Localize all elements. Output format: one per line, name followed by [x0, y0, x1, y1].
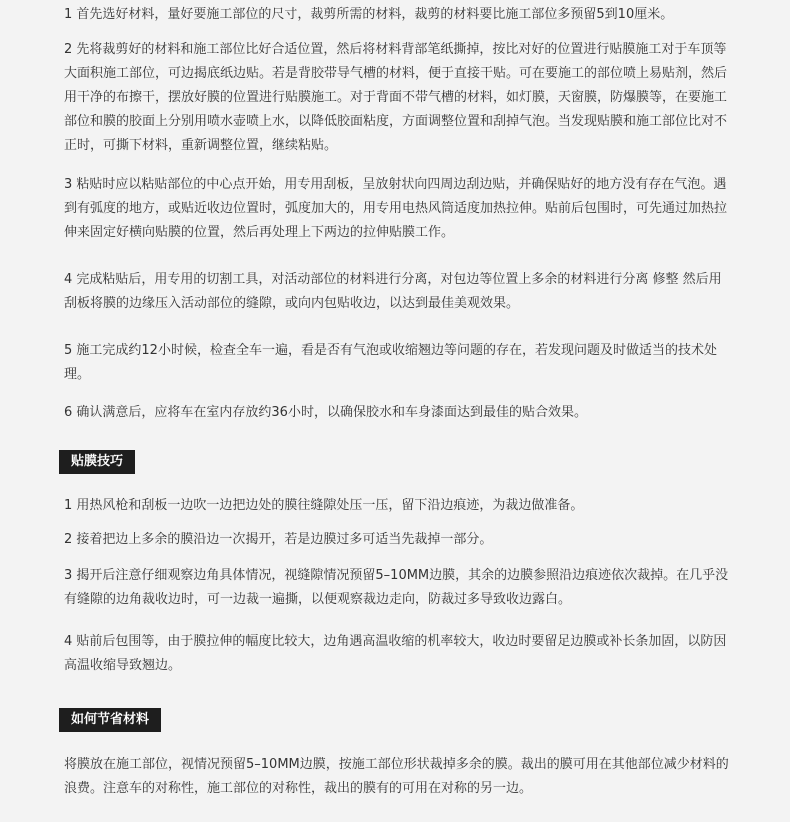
tip-item-3: 3 揭开后注意仔细观察边角具体情况，视缝隙情况预留5–10MM边膜，其余的边膜参照沿边痕迹依次裁掉。在几乎没有缝隙的边角裁收边时，可一边裁一遍撕，以便观察裁边走向，防裁过多导致收边露白。 — [64, 568, 729, 607]
section-heading-tips: 贴膜技巧 — [59, 450, 135, 474]
step-5: 5 施工完成约12小时候，检查全车一遍，看是否有气泡或收缩翘边等问题的存在，若发现问题及时做适当的技术处理。 — [64, 343, 717, 382]
tip-item-1: 1 用热风枪和刮板一边吹一边把边处的膜往缝隙处压一压，留下沿边痕迹，为裁边做准备。 — [64, 498, 584, 513]
saving-text: 将膜放在施工部位，视情况预留5–10MM边膜，按施工部位形状裁掉多余的膜。裁出的膜可用在其他部位减少材料的浪费。注意车的对称性，施工部位的对称性，裁出的膜有的可用在对称的另一边。 — [64, 757, 729, 796]
tip-item-2: 2 接着把边上多余的膜沿边一次揭开，若是边膜过多可适当先裁掉一部分。 — [64, 532, 493, 547]
step-1: 1 首先选好材料，量好要施工部位的尺寸，裁剪所需的材料，裁剪的材料要比施工部位多预留5到10厘米。 — [64, 7, 674, 22]
step-3: 3 粘贴时应以粘贴部位的中心点开始，用专用刮板，呈放射状向四周边刮边贴，并确保贴好的地方没有存在气泡。遇到有弧度的地方，或贴近收边位置时，弧度加大的，用专用电热风筒适度加热拉伸。贴前后包围时，可先通过加热拉伸来固定好横向贴膜的位置，然后再处理上下两边的拉伸贴膜工作。 — [64, 177, 728, 240]
step-4: 4 完成粘贴后，用专用的切割工具，对活动部位的材料进行分离，对包边等位置上多余的材料进行分离 修整 然后用刮板将膜的边缘压入活动部位的缝隙，或向内包贴收边，以达到最佳美观效果。 — [64, 272, 722, 311]
section-heading-saving: 如何节省材料 — [59, 708, 161, 732]
tip-item-4: 4 贴前后包围等，由于膜拉伸的幅度比较大，边角遇高温收缩的机率较大，收边时要留足边膜或补长条加固，以防因高温收缩导致翘边。 — [64, 634, 727, 673]
step-6: 6 确认满意后，应将车在室内存放约36小时，以确保胶水和车身漆面达到最佳的贴合效果。 — [64, 405, 587, 420]
step-2: 2 先将裁剪好的材料和施工部位比好合适位置，然后将材料背部笔纸撕掉，按比对好的位置进行贴膜施工对于车顶等大面积施工部位，可边揭底纸边贴。若是背胶带导气槽的材料，便于直接干贴。可在要施工的部位喷上易贴剂，然后用干净的布擦干，摆放好膜的位置进行贴膜施工。对于背面不带气槽的材料，如灯膜，天窗膜，防爆膜等，在要施工部位和膜的胶面上分别用喷水壶喷上水，以降低胶面粘度，方面调整位置和刮掉气泡。当发现贴膜和施工部位比对不正时，可撕下材料，重新调整位置，继续粘贴。 — [64, 42, 728, 153]
